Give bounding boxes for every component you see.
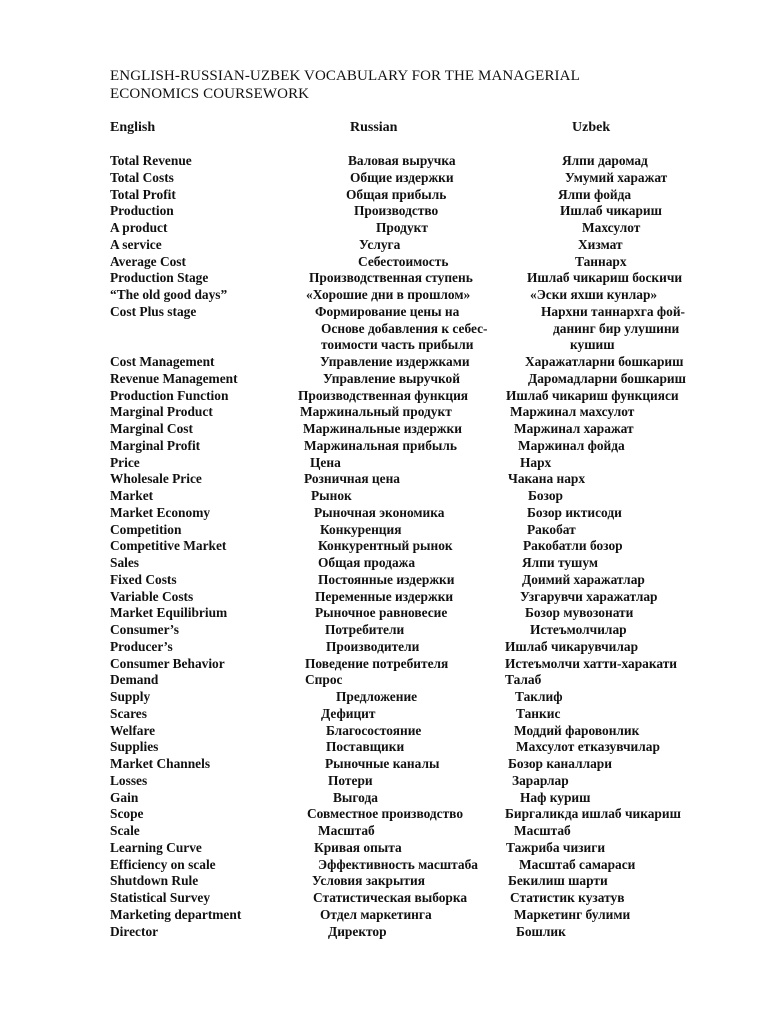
term-russian: Потери [328,772,373,788]
term-english: Shutdown Rule [110,873,199,889]
vocabulary-row [0,672,768,689]
term-english: “The old good days” [110,287,228,302]
term-uzbek: Биргаликда ишлаб чикариш [505,806,681,822]
term-russian: Производственная ступень [309,270,473,286]
vocabulary-row [0,488,768,505]
term-russian [315,304,488,354]
term-uzbek: Умумий харажат [565,169,668,185]
term-russian: Цена [310,454,341,470]
vocabulary-row [0,170,768,187]
vocabulary-row [0,538,768,555]
term-uzbek: Таклиф [515,689,563,704]
term-uzbek: Ракобатли бозор [523,538,623,554]
term-russian: Потребители [325,622,405,637]
term-russian: Производственная функция [298,387,469,403]
term-uzbek: Танкис [516,705,561,721]
term-english: Marginal Profit [110,437,201,453]
term-uzbek: Маркетинг булими [514,906,631,922]
term-russian: Общая продажа [318,555,416,570]
term-english: Average Cost [110,253,186,269]
term-uzbek: «Эски яхши кунлар» [530,287,658,302]
term-english: Competitive Market [110,538,227,554]
term-english: Production Stage [110,270,209,286]
term-russian: Дефицит [321,705,376,721]
term-russian: Предложение [336,689,418,704]
term-uzbek: Ялпи даромад [562,153,648,168]
term-uzbek: Даромадларни бошкариш [528,370,686,386]
term-uzbek: Ишлаб чикарувчилар [505,638,639,654]
term-uzbek: Харажатларни бошкариш [525,354,684,369]
term-english: Marketing department [110,906,242,922]
vocabulary-row [0,656,768,673]
term-english: Demand [110,672,159,688]
vocabulary-row [0,689,768,706]
term-russian: Рыночное равновесие [315,605,448,621]
term-russian: Выгода [333,789,378,805]
term-english: Market Channels [110,756,211,771]
term-english: Efficiency on scale [110,856,216,872]
term-english: Producer’s [110,638,173,654]
term-russian: Отдел маркетинга [320,906,432,922]
term-russian-line: Формирование цены на [315,303,460,319]
term-uzbek: Ялпи фойда [558,186,632,202]
term-uzbek: Хизмат [578,236,623,252]
term-russian: Продукт [376,220,428,235]
term-uzbek: Тажриба чизиги [506,839,606,855]
term-english: Scale [110,823,140,838]
page-title [110,67,580,103]
term-russian: Рыночная экономика [314,504,445,520]
vocabulary-row [0,438,768,455]
vocabulary-row [0,220,768,237]
vocabulary-row [0,589,768,606]
vocabulary-row [0,203,768,220]
vocabulary-row [0,706,768,723]
vocabulary-row [0,187,768,204]
vocabulary-row [0,522,768,539]
vocabulary-row [0,823,768,840]
term-english: Learning Curve [110,839,202,855]
term-russian: Статистическая выборка [313,890,468,905]
vocabulary-row [0,254,768,271]
term-uzbek: Моддий фаровонлик [514,722,640,738]
term-russian: Поставщики [326,739,405,755]
vocabulary-row [0,622,768,639]
term-russian: Общие издержки [350,169,454,185]
term-english: Director [110,923,159,939]
term-russian-line: тоимости часть прибыли [321,337,474,353]
term-russian: Конкуренция [320,521,402,537]
term-russian: Маржинальный продукт [300,404,452,420]
vocabulary-row [0,455,768,472]
vocabulary-row [0,153,768,170]
term-english: Competition [110,521,182,537]
term-uzbek: Бекилиш шарти [508,873,608,889]
term-uzbek: Ялпи тушум [522,555,599,570]
term-english: Losses [110,772,148,788]
term-english: Market Economy [110,504,211,520]
term-uzbek: Зарарлар [512,772,569,788]
vocabulary-row [0,471,768,488]
term-uzbek: Ишлаб чикариш функцияси [506,387,679,403]
vocabulary-row [0,555,768,572]
term-english: Total Costs [110,169,174,185]
term-uzbek: Нарх [520,454,552,470]
term-russian: Маржинальная прибыль [304,437,457,453]
vocabulary-row [0,756,768,773]
term-english: Gain [110,789,139,805]
vocabulary-row [0,639,768,656]
vocabulary-row [0,270,768,287]
term-english: Welfare [110,722,156,738]
term-russian: Маржинальные издержки [303,421,462,436]
term-uzbek-line: данинг бир улушини [553,320,680,336]
term-english: A service [110,236,162,252]
term-russian: Розничная цена [304,471,400,487]
term-uzbek-line: Нархни таннархга фой- [541,303,685,319]
term-english: Cost Plus stage [110,303,197,319]
term-english: Sales [110,555,140,570]
term-uzbek: Бошлик [516,923,566,939]
term-uzbek: Бозор мувозонати [525,605,634,621]
term-russian: Конкурентный рынок [318,538,453,554]
vocabulary-row [0,421,768,438]
term-russian: Кривая опыта [314,839,402,855]
vocabulary-row [0,237,768,254]
term-english: Production [110,203,174,219]
vocabulary-row [0,907,768,924]
term-uzbek: Бозор иктисоди [527,504,622,520]
term-russian: Рынок [311,488,352,503]
term-russian: Масштаб [318,823,375,838]
vocabulary-row [0,857,768,874]
vocabulary-table [0,153,768,940]
vocabulary-row [0,605,768,622]
term-english: Marginal Product [110,404,213,420]
term-russian: Совместное производство [307,806,464,822]
term-english: Marginal Cost [110,421,193,436]
term-uzbek: Махсулот етказувчилар [516,739,660,755]
vocabulary-row [0,924,768,941]
term-russian: Постоянные издержки [318,571,455,587]
term-russian: Благосостояние [326,722,422,738]
term-russian: Управление издержками [320,354,470,369]
term-english: Statistical Survey [110,890,211,905]
term-uzbek: Бозор [528,488,563,503]
term-uzbek: Истеъмолчи хатти-харакати [505,655,677,671]
vocabulary-row [0,505,768,522]
vocabulary-row [0,388,768,405]
term-uzbek: Маржинал харажат [514,421,634,436]
term-english: Consumer Behavior [110,655,225,671]
term-uzbek: Маржинал фойда [518,437,625,453]
vocabulary-row [0,739,768,756]
term-russian: Спрос [305,672,343,688]
term-uzbek: Статистик кузатув [510,890,625,905]
term-uzbek: Доимий харажатлар [522,571,645,587]
vocabulary-row [0,723,768,740]
term-english: Market [110,488,154,503]
term-russian: Валовая выручка [348,153,456,168]
term-russian: Управление выручкой [323,370,460,386]
page-title-line-1: ENGLISH-RUSSIAN-UZBEK VOCABULARY FOR THE MANAGERIAL [110,68,580,84]
term-english: Variable Costs [110,588,194,604]
term-uzbek: Махсулот [582,220,641,235]
term-uzbek: Масштаб самараси [519,856,636,872]
term-russian: Переменные издержки [315,588,454,604]
term-russian: Услуга [359,236,401,252]
term-english: Consumer’s [110,622,179,637]
term-uzbek: Ишлаб чикариш [560,203,662,219]
term-uzbek: Талаб [505,672,542,688]
term-russian: Производители [326,638,420,654]
term-uzbek: Чакана нарх [508,471,586,487]
term-english: Wholesale Price [110,471,202,487]
term-english: Fixed Costs [110,571,177,587]
term-uzbek: Ишлаб чикариш боскичи [527,270,683,286]
term-uzbek: Ракобат [527,521,576,537]
term-russian: Общая прибыль [346,186,447,202]
term-russian: Эффективность масштаба [318,856,478,872]
vocabulary-row [0,287,768,304]
term-russian: «Хорошие дни в прошлом» [306,287,471,302]
vocabulary-row [0,773,768,790]
term-russian-line: Основе добавления к себес- [321,320,488,336]
term-uzbek: Истеъмолчилар [530,622,627,637]
term-english: Scares [110,705,147,721]
term-uzbek: Бозор каналлари [508,756,612,771]
term-english: Total Revenue [110,153,192,168]
term-russian: Себестоимость [358,253,449,269]
term-uzbek: Маржинал махсулот [510,404,635,420]
page-title-line-2: ECONOMICS COURSEWORK [110,86,310,102]
term-russian: Производство [354,203,439,219]
term-english: Total Profit [110,186,176,202]
vocabulary-row [0,404,768,421]
term-russian: Рыночные каналы [325,756,440,771]
vocabulary-row [0,873,768,890]
vocabulary-row [0,840,768,857]
term-uzbek: Таннарх [575,253,627,269]
term-english: Supply [110,689,151,704]
term-uzbek: Наф куриш [520,789,591,805]
vocabulary-row [0,790,768,807]
vocabulary-row [0,354,768,371]
term-english: Revenue Management [110,370,238,386]
term-uzbek: Масштаб [514,823,571,838]
term-english: A product [110,220,168,235]
column-header-english: English [110,120,156,135]
vocabulary-row [0,890,768,907]
term-english: Cost Management [110,354,215,369]
vocabulary-row [0,371,768,388]
term-english: Production Function [110,387,229,403]
term-english: Market Equilibrium [110,605,228,621]
column-header-russian: Russian [350,120,398,135]
vocabulary-row [0,304,768,354]
term-uzbek [541,304,685,354]
term-english: Supplies [110,739,159,755]
term-russian: Условия закрытия [312,873,425,889]
term-russian: Поведение потребителя [305,655,449,671]
term-uzbek-line: кушиш [570,337,615,353]
vocabulary-row [0,806,768,823]
term-english: Scope [110,806,144,822]
term-english: Price [110,454,140,470]
column-header-uzbek: Uzbek [572,120,611,135]
term-uzbek: Узгарувчи харажатлар [520,588,658,604]
vocabulary-row [0,572,768,589]
term-russian: Директор [328,923,387,939]
